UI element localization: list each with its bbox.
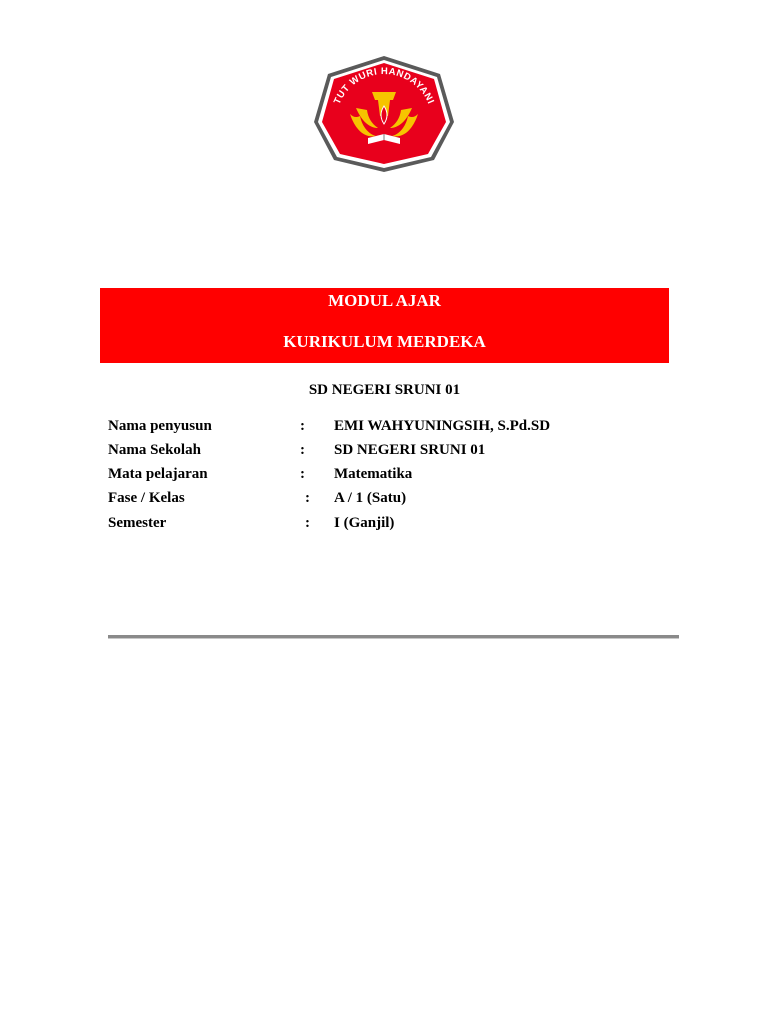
info-separator: : <box>305 515 310 531</box>
info-row-author <box>108 418 668 440</box>
info-value: A / 1 (Satu) <box>334 490 407 506</box>
title-banner <box>100 288 669 363</box>
info-row-school <box>108 442 668 464</box>
info-row-subject <box>108 466 668 488</box>
info-value: EMI WAHYUNINGSIH, S.Pd.SD <box>334 418 551 434</box>
info-row-phase-class <box>108 490 668 512</box>
info-separator: : <box>300 418 305 434</box>
info-label: Fase / Kelas <box>108 490 185 506</box>
info-value: Matematika <box>334 466 413 482</box>
school-heading: SD NEGERI SRUNI 01 <box>308 382 461 398</box>
info-label: Semester <box>108 515 167 531</box>
tut-wuri-handayani-logo <box>310 52 458 176</box>
shield-emblem-icon <box>310 52 458 176</box>
info-value: SD NEGERI SRUNI 01 <box>334 442 486 458</box>
info-value: I (Ganjil) <box>334 515 395 531</box>
info-separator: : <box>300 442 305 458</box>
info-label: Nama Sekolah <box>108 442 201 458</box>
info-separator: : <box>305 490 310 506</box>
info-row-semester <box>108 515 668 537</box>
info-label: Nama penyusun <box>108 418 212 434</box>
logo-motto: TUT WURI HANDAYANI <box>331 65 437 106</box>
info-label: Mata pelajaran <box>108 466 208 482</box>
horizontal-divider <box>108 635 679 639</box>
module-title: MODUL AJAR <box>328 291 441 310</box>
info-separator: : <box>300 466 305 482</box>
curriculum-title: KURIKULUM MERDEKA <box>283 332 486 351</box>
